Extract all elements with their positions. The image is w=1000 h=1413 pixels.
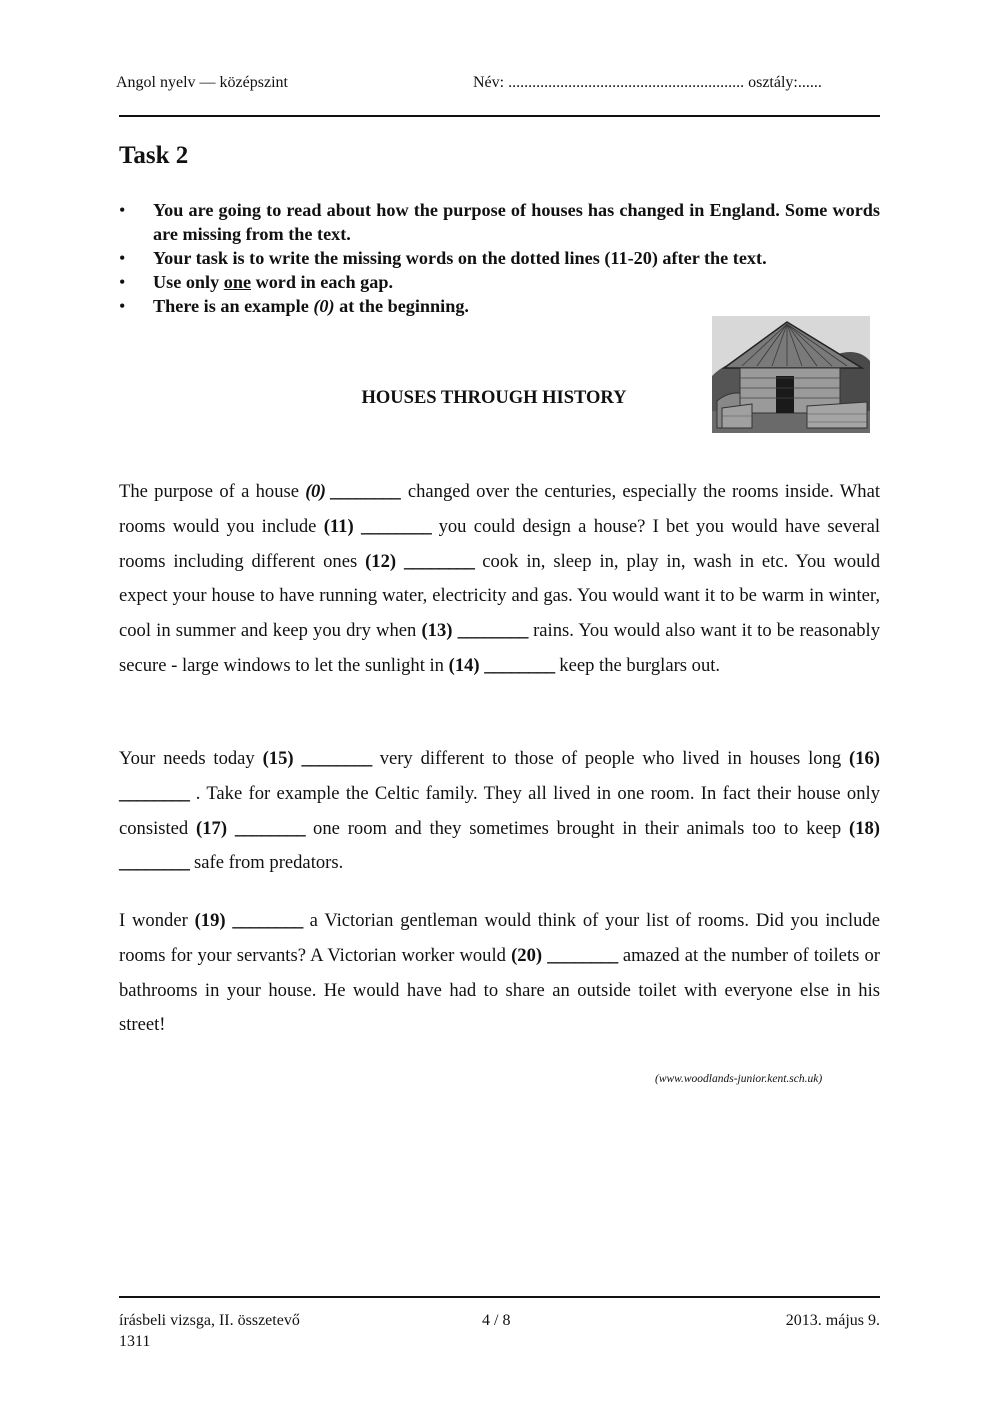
gap-12: (12) ________ bbox=[365, 550, 475, 572]
article-paragraph-2: Your needs today (15) ________ very different to those of people who lived in houses long (16) ________ . Take for example the Celtic family. They all lived in one room. In fact their house only consisted (17) ________ one room and they sometimes brought in their animals too to keep (18) ________ safe from predators. bbox=[119, 748, 880, 874]
article-paragraph-1: The purpose of a house (0) ________ changed over the centuries, especially the rooms inside. What rooms would you include (11) ________ you could design a house? I bet you would have several rooms including different ones (12) ________ cook in, sleep in, play in, wash in etc. You would expect your house to have running water, electricity and gas. You would want it to be warm in winter, cool in summer and keep you dry when (13) ________ rains. You would also want it to be reasonably secure - large windows to let the sunlight in (14) ________ keep the burglars out. bbox=[119, 481, 881, 676]
instruction-item: • There is an example (0) at the beginning. bbox=[119, 294, 880, 318]
source-citation: (www.woodlands-junior.kent.sch.uk) bbox=[655, 1073, 823, 1085]
instruction-item: • Your task is to write the missing words on the dotted lines (11-20) after the text. bbox=[119, 246, 880, 270]
gap-15: (15) ________ bbox=[262, 748, 372, 769]
page-number: 4 / 8 bbox=[482, 1312, 511, 1329]
gap-14: (14) ________ bbox=[448, 654, 555, 676]
header-name-field: Név: ........................................................... osztály:...... bbox=[473, 74, 822, 91]
roundhouse-image bbox=[712, 316, 870, 433]
instructions-list bbox=[119, 198, 880, 318]
instruction-item: • Use only one word in each gap. bbox=[119, 270, 880, 294]
gap-11: (11) ________ bbox=[323, 515, 432, 537]
article-title: HOUSES THROUGH HISTORY bbox=[361, 388, 627, 408]
footer-left: írásbeli vizsga, II. összetevő 1311 bbox=[119, 1312, 300, 1350]
gap-16: (16) ________ bbox=[119, 748, 880, 804]
footer-date: 2013. május 9. bbox=[785, 1312, 880, 1329]
gap-13: (13) ________ bbox=[421, 620, 528, 642]
header-divider bbox=[119, 115, 880, 117]
gap-17: (17) ________ bbox=[196, 817, 306, 839]
gap-19: (19) ________ bbox=[194, 910, 303, 931]
gap-20: (20) ________ bbox=[511, 944, 618, 966]
gap-18: (18) ________ bbox=[119, 817, 880, 874]
footer-divider bbox=[119, 1296, 880, 1298]
gap-0: (0) ________ bbox=[305, 481, 402, 502]
header-subject: Angol nyelv — középszint bbox=[116, 74, 288, 91]
instruction-item: • You are going to read about how the purpose of houses has changed in England. Some words are missing from the text. bbox=[119, 198, 880, 246]
task-title: Task 2 bbox=[119, 142, 189, 169]
article-paragraph-3: I wonder (19) ________ a Victorian gentleman would think of your list of rooms. Did you include rooms for your servants? A Victorian worker would (20) ________ amazed at the number of toilets or bathrooms in your house. He would have had to share an outside toilet with everyone else in his street! bbox=[119, 910, 881, 1036]
